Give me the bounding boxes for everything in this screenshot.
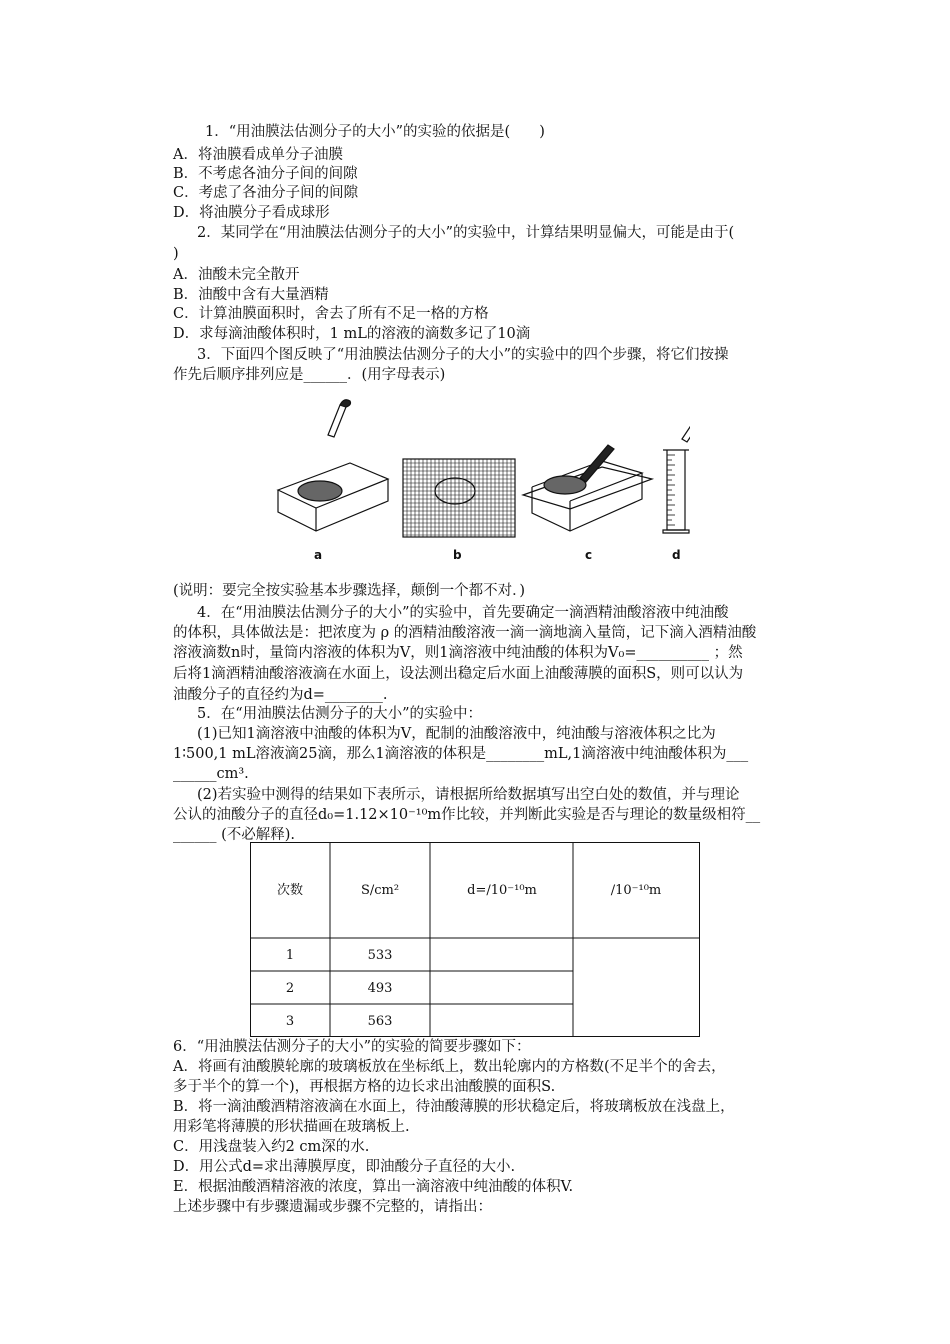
q6-step-b-line1: B．将一滴油酸酒精溶液滴在水面上，待油酸薄膜的形状稳定后，将玻璃板放在浅盘上，: [173, 1099, 735, 1115]
q6-title: 6．“用油膜法估测分子的大小”的实验的简要步骤如下：: [173, 1039, 531, 1055]
q1-option-d: D．将油膜分子看成球形: [173, 205, 330, 221]
q3-line2: 作先后顺序排列应是______．(用字母表示): [173, 367, 446, 383]
q5-part1-line1: (1)已知1滴溶液中油酸的体积为V，配制的油酸溶液中，纯油酸与溶液体积之比为: [197, 726, 716, 742]
table-header-area: S/cm²: [360, 883, 400, 898]
table-header-diameter: d=/10⁻¹⁰m: [467, 883, 537, 898]
q4-line5: 油酸分子的直径约为d=________.: [173, 687, 388, 703]
q5-title: 5．在“用油膜法估测分子的大小”的实验中：: [197, 706, 483, 722]
q2-option-b: B．油酸中含有大量酒精: [173, 287, 329, 303]
figure-label-b: b: [453, 548, 462, 562]
q4-line4: 后将1滴酒精油酸溶液滴在水面上，设法测出稳定后水面上油酸薄膜的面积S，则可以认为: [173, 666, 744, 682]
figure-label-d: d: [672, 548, 681, 562]
q6-step-b-line2: 用彩笔将薄膜的形状描画在玻璃板上.: [173, 1119, 410, 1135]
q6-step-e: E．根据油酸酒精溶液的浓度，算出一滴溶液中纯油酸的体积V.: [173, 1179, 574, 1195]
q2-stem-line1: 2．某同学在“用油膜法估测分子的大小”的实验中，计算结果明显偏大，可能是由于(: [197, 225, 735, 241]
figure-b-grid: [403, 459, 515, 537]
q5-part1-line2: 1∶500,1 mL溶液滴25滴，那么1滴溶液的体积是________mL,1滴溶液中纯油酸体积为___: [173, 746, 749, 762]
table-row-2-area: 493: [367, 981, 393, 996]
results-table: [250, 842, 700, 1037]
q4-line1: 4．在“用油膜法估测分子的大小”的实验中，首先要确定一滴酒精油酸溶液中纯油酸: [197, 605, 729, 621]
q6-step-d: D．用公式d=求出薄膜厚度，即油酸分子直径的大小.: [173, 1159, 516, 1175]
q5-part2-line1: (2)若实验中测得的结果如下表所示，请根据所给数据填写出空白处的数值，并与理论: [197, 787, 740, 803]
q1-option-b: B．不考虑各油分子间的间隙: [173, 166, 358, 182]
q5-part2-line3: ______ (不必解释).: [173, 827, 296, 843]
q6-step-a-line1: A．将画有油酸膜轮廓的玻璃板放在坐标纸上，数出轮廓内的方格数(不足半个的舍去，: [173, 1059, 726, 1075]
table-row-1-area: 533: [367, 948, 393, 963]
table-row-1-count: 1: [285, 948, 295, 963]
q2-option-c: C．计算油膜面积时，舍去了所有不足一格的方格: [173, 306, 489, 322]
q2-option-d: D．求每滴油酸体积时，1 mL的溶液的滴数多记了10滴: [173, 326, 531, 342]
q1-option-a: A．将油膜看成单分子油膜: [173, 147, 343, 163]
table-header-count: 次数: [276, 883, 304, 898]
q5-part1-line3: ______cm³.: [173, 766, 249, 782]
table-header-average: /10⁻¹⁰m: [610, 883, 662, 898]
table-row-2-count: 2: [285, 981, 295, 996]
q2-stem-line2: ): [173, 246, 179, 262]
q5-part2-line2: 公认的油酸分子的直径d₀=1.12×10⁻¹⁰m作比较，并判断此实验是否与理论的数量级相符__: [173, 807, 761, 823]
q3-note: (说明：要完全按实验基本步骤选择，颠倒一个都不对．): [173, 583, 526, 599]
q6-tail: 上述步骤中有步骤遗漏或步骤不完整的，请指出：: [173, 1199, 492, 1215]
figure-label-a: a: [314, 548, 323, 562]
table-row-3-count: 3: [285, 1014, 295, 1029]
q6-step-a-line2: 多于半个的算一个)，再根据方格的边长求出油酸膜的面积S.: [173, 1079, 556, 1095]
q3-line1: 3．下面四个图反映了“用油膜法估测分子的大小”的实验中的四个步骤，将它们按操: [197, 347, 729, 363]
figure-a-tray: [278, 400, 388, 531]
table-row-3-area: 563: [367, 1014, 393, 1029]
q1-option-c: C．考虑了各油分子间的间隙: [173, 185, 359, 201]
q4-line3: 溶液滴数n时，量筒内溶液的体积为V，则1滴溶液中纯油酸的体积为V₀=__________ ；然: [173, 645, 743, 661]
figure-label-c: c: [585, 548, 593, 562]
q6-step-c: C．用浅盘装入约2 cm深的水.: [173, 1139, 370, 1155]
figure-d-cylinder: [663, 410, 690, 533]
q4-line2: 的体积，具体做法是：把浓度为 ρ 的酒精油酸溶液一滴一滴地滴入量筒，记下滴入酒精油酸: [173, 625, 757, 641]
q2-option-a: A．油酸未完全散开: [173, 267, 300, 283]
experiment-steps-figure: [270, 395, 690, 570]
figure-c-tray-glass: [523, 445, 652, 531]
q1-stem: 1．“用油膜法估测分子的大小”的实验的依据是( ): [205, 124, 545, 140]
